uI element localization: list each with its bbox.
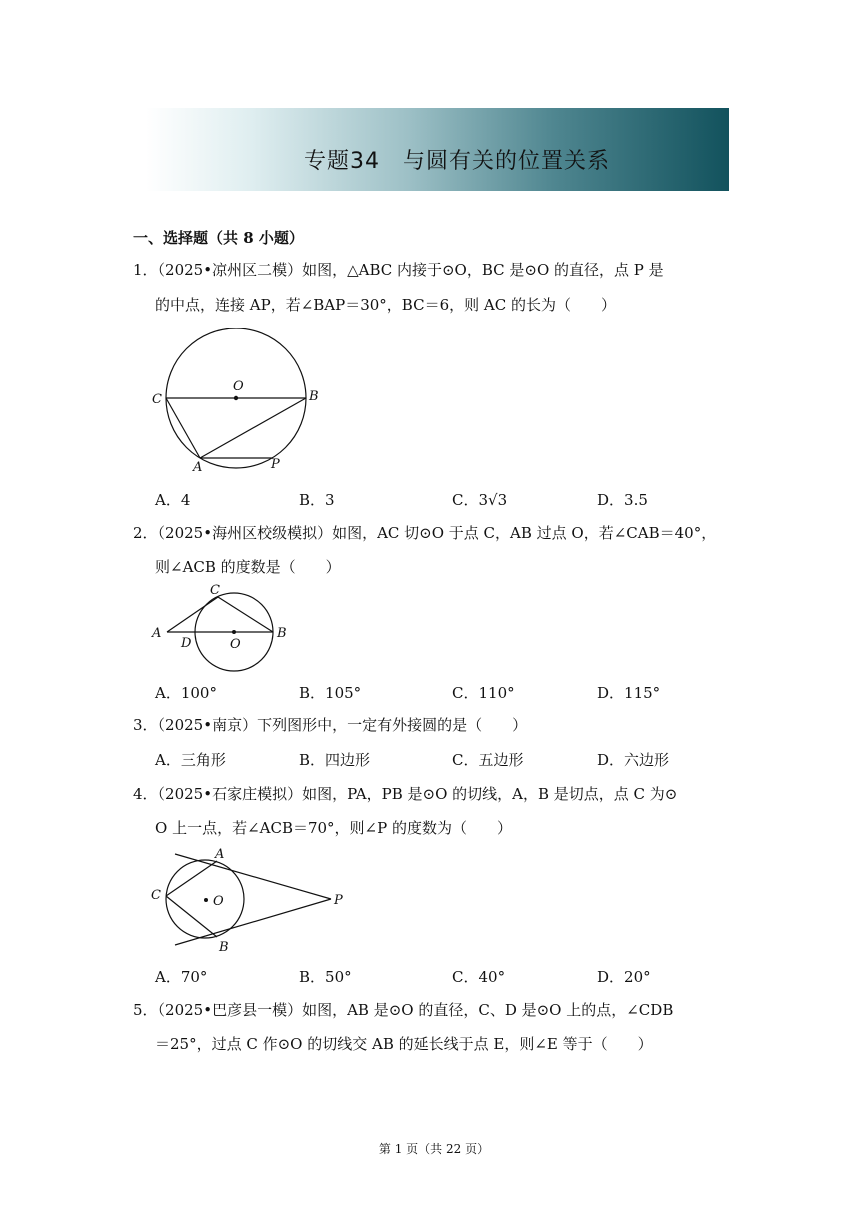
center-point [232, 630, 236, 634]
label-d: D [181, 636, 192, 651]
question-3-text-1: 下列图形中，一定有外接圆的是（ ） [257, 716, 528, 734]
question-2-figure [145, 582, 295, 672]
question-2-option-d[interactable]: D．115° [597, 684, 661, 702]
label-c: C [152, 392, 162, 407]
question-2-option-c[interactable]: C．110° [452, 684, 515, 702]
segment-ca [166, 398, 200, 458]
question-5-number: 5． [133, 1001, 158, 1019]
question-5-text-1: 如图，AB 是⊙O 的直径，C、D 是⊙O 上的点，∠CDB [302, 1001, 674, 1019]
question-4-option-a[interactable]: A．70° [155, 968, 208, 986]
label-c: C [151, 888, 161, 903]
question-4-line-2: O 上一点，若∠ACB＝70°，则∠P 的度数为（ ） [155, 819, 512, 837]
segment-cb [218, 597, 273, 632]
question-4-line-1 [133, 784, 677, 804]
label-p: P [271, 457, 280, 472]
segment-cb [166, 896, 217, 937]
label-b: B [309, 389, 319, 404]
label-o: O [230, 637, 241, 652]
question-3-option-a[interactable]: A．三角形 [155, 751, 226, 769]
label-a: A [215, 847, 225, 862]
question-4-number: 4． [133, 785, 158, 803]
question-2-line-1 [133, 523, 716, 543]
question-1-option-a[interactable]: A．4 [155, 491, 191, 509]
question-4-option-c[interactable]: C．40° [452, 968, 506, 986]
question-5-source: （2025•巴彦县一模） [157, 1001, 303, 1019]
question-3-option-d[interactable]: D．六边形 [597, 751, 670, 769]
tangent-pa [175, 854, 331, 899]
question-2-line-2: 则∠ACB 的度数是（ ） [155, 558, 341, 576]
question-1-number: 1． [133, 261, 158, 279]
tangent-ac [167, 597, 218, 632]
label-o: O [213, 894, 224, 909]
question-4-option-d[interactable]: D．20° [597, 968, 651, 986]
question-1-source: （2025•凉州区二模） [157, 261, 303, 279]
page-footer: 第 1 页（共 22 页） [378, 1142, 490, 1156]
question-1-line-1 [133, 260, 664, 280]
segment-ab [200, 398, 306, 458]
label-c: C [210, 583, 220, 598]
center-point [204, 898, 208, 902]
question-2-text-1: 如图，AC 切⊙O 于点 C，AB 过点 O，若∠CAB＝40°， [332, 524, 717, 542]
question-3-number: 3． [133, 716, 158, 734]
page-title: 专题34 与圆有关的位置关系 [304, 149, 610, 174]
section-heading: 一、选择题（共 8 小题） [133, 229, 304, 247]
label-b: B [219, 940, 229, 955]
question-1-option-d[interactable]: D．3.5 [597, 491, 648, 509]
question-1-line-2: 的中点，连接 AP，若∠BAP＝30°，BC＝6，则 AC 的长为（ ） [155, 296, 616, 314]
label-a: A [193, 460, 203, 475]
question-3-line-1 [133, 715, 527, 735]
question-3-option-c[interactable]: C．五边形 [452, 751, 524, 769]
center-point [234, 396, 238, 400]
label-b: B [277, 626, 287, 641]
title-banner [146, 108, 729, 191]
question-3-option-b[interactable]: B．四边形 [299, 751, 371, 769]
question-4-text-1: 如图，PA，PB 是⊙O 的切线，A，B 是切点，点 C 为⊙ [302, 785, 678, 803]
question-1-option-c[interactable]: C．3√3 [452, 491, 508, 509]
segment-ca [166, 861, 217, 896]
question-5-line-1 [133, 1000, 673, 1020]
question-1-figure [145, 328, 325, 476]
question-3-source: （2025•南京） [157, 716, 258, 734]
question-5-line-2: ＝25°，过点 C 作⊙O 的切线交 AB 的延长线于点 E，则∠E 等于（ ） [155, 1035, 653, 1053]
question-1-text-1: 如图，△ABC 内接于⊙O，BC 是⊙O 的直径，点 P 是 [302, 261, 664, 279]
label-a: A [152, 626, 162, 641]
question-2-source: （2025•海州区校级模拟） [157, 524, 333, 542]
question-2-option-a[interactable]: A．100° [155, 684, 217, 702]
label-p: P [334, 893, 343, 908]
question-4-figure [145, 842, 355, 957]
question-4-option-b[interactable]: B．50° [299, 968, 352, 986]
question-2-number: 2． [133, 524, 158, 542]
label-o: O [233, 379, 244, 394]
question-4-source: （2025•石家庄模拟） [157, 785, 303, 803]
question-2-option-b[interactable]: B．105° [299, 684, 362, 702]
question-1-option-b[interactable]: B．3 [299, 491, 335, 509]
